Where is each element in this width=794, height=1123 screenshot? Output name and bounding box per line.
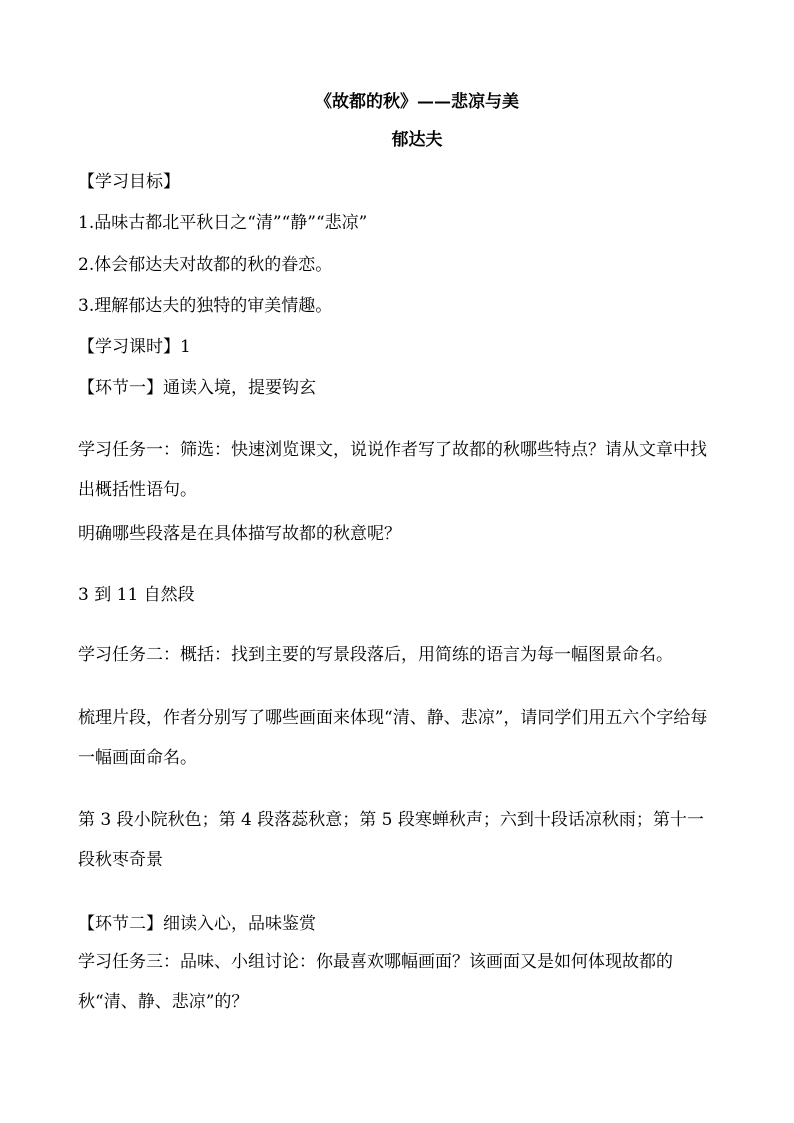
- document-title: 《故都的秋》——悲凉与美: [315, 92, 519, 112]
- task3-paragraph: 学习任务三：品味、小组讨论：你最喜欢哪幅画面？该画面又是如何体现故都的秋“清、静、悲凉”的？: [78, 952, 673, 1012]
- section1-heading: 【环节一】通读入境，提要钩玄: [78, 378, 316, 398]
- names-paragraph: 第 3 段小院秋色；第 4 段落蕊秋意；第 5 段寒蝉秋声；六到十段话凉秋雨；第十一段秋枣奇景: [78, 810, 704, 870]
- objective-item: 3.理解郁达夫的独特的审美情趣。: [78, 296, 333, 316]
- document-author: 郁达夫: [391, 130, 443, 150]
- class-hours: 【学习课时】1: [78, 337, 191, 357]
- task1-paragraph: 学习任务一：筛选：快速浏览课文，说说作者写了故都的秋哪些特点？请从文章中找出概括性语句。: [78, 440, 707, 500]
- question-paragraph: 明确哪些段落是在具体描写故都的秋意呢？: [78, 524, 401, 544]
- objective-item: 2.体会郁达夫对故都的秋的眷恋。: [78, 255, 333, 275]
- objectives-heading: 【学习目标】: [78, 172, 180, 192]
- guide-paragraph: 梳理片段，作者分别写了哪些画面来体现“清、静、悲凉”，请同学们用五六个字给每一幅画面命名。: [78, 708, 708, 768]
- section2-heading: 【环节二】细读入心，品味鉴赏: [78, 914, 316, 934]
- answer-paragraph: 3 到 11 自然段: [78, 585, 195, 605]
- objective-item: 1.品味古都北平秋日之“清”“静”“悲凉”: [78, 213, 368, 233]
- task2-paragraph: 学习任务二：概括：找到主要的写景段落后，用简练的语言为每一幅图景命名。: [78, 645, 673, 665]
